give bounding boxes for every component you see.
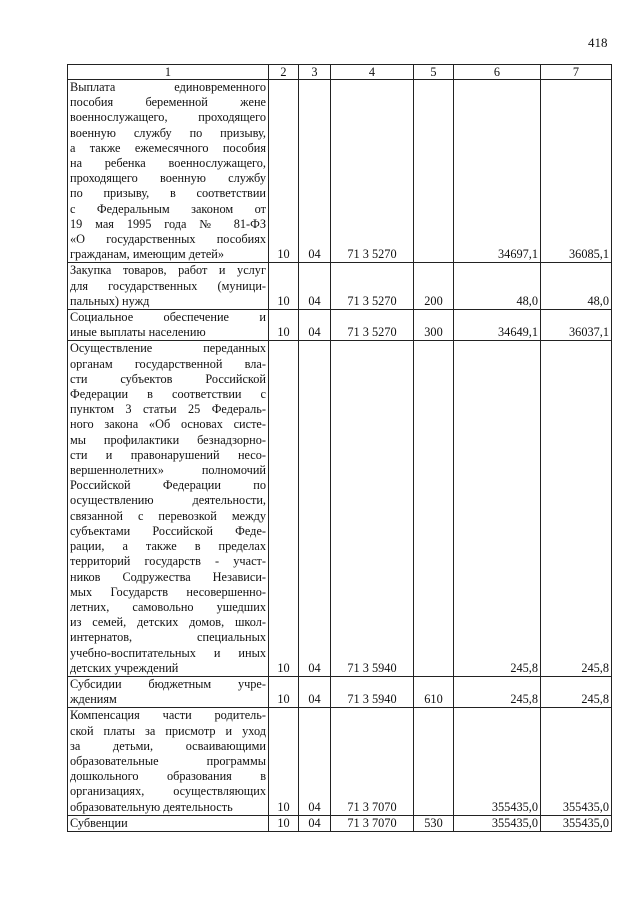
column-header: 2 [269, 65, 299, 80]
expense-type-cell: 300 [414, 310, 454, 341]
column-header: 6 [454, 65, 541, 80]
expense-type-cell [414, 708, 454, 815]
row-name-cell [68, 263, 269, 310]
row-name-line: осуществлению деятельности, [70, 493, 266, 508]
row-name-line: органам государственной вла- [70, 356, 266, 371]
table-row [68, 263, 612, 310]
row-name-line: Закупка товаров, работ и услуг [70, 263, 266, 278]
table-header-row [68, 65, 612, 80]
row-name-line: пособия беременной жене [70, 95, 266, 110]
subsection-code-cell: 04 [299, 80, 331, 263]
expense-type-cell: 530 [414, 815, 454, 831]
amount-year-1-cell: 245,8 [454, 341, 541, 676]
row-name-line: детских учреждений [70, 660, 179, 675]
row-name-line: военнослужащего, проходящего [70, 110, 266, 125]
row-name-line: для государственных (муници- [70, 278, 266, 293]
row-name-cell [68, 310, 269, 341]
table-row [68, 80, 612, 263]
row-name-line: Выплата единовременного [70, 80, 266, 94]
target-article-cell: 71 3 7070 [331, 708, 414, 815]
column-header: 4 [331, 65, 414, 80]
expense-type-cell [414, 341, 454, 676]
target-article-cell: 71 3 5940 [331, 676, 414, 707]
amount-year-1-cell: 355435,0 [454, 708, 541, 815]
section-code-cell: 10 [269, 708, 299, 815]
row-name-line: 19 мая 1995 года № 81-ФЗ [70, 216, 266, 231]
row-name-line: из семей, детских домов, школ- [70, 615, 266, 630]
row-name-line: образовательные программы [70, 753, 266, 768]
row-name-line: сти субъектов Российской [70, 371, 266, 386]
row-name-line: рации, а также в пределах [70, 539, 266, 554]
row-name-line: за детьми, осваивающими [70, 738, 266, 753]
table-row [68, 708, 612, 815]
row-name-cell [68, 341, 269, 676]
subsection-code-cell: 04 [299, 263, 331, 310]
column-header: 5 [414, 65, 454, 80]
expense-type-cell [414, 80, 454, 263]
subsection-code-cell: 04 [299, 310, 331, 341]
row-name-line: организациях, осуществляющих [70, 784, 266, 799]
row-name-line: мы профилактики безнадзорно- [70, 432, 266, 447]
row-name-line: на ребенка военнослужащего, [70, 156, 266, 171]
row-name-line: ждениям [70, 692, 117, 707]
section-code-cell: 10 [269, 310, 299, 341]
row-name-line: Субвенции [70, 815, 128, 830]
row-name-line: сти и правонарушений несо- [70, 447, 266, 462]
row-name-line: Социальное обеспечение и [70, 310, 266, 325]
column-header: 3 [299, 65, 331, 80]
section-code-cell: 10 [269, 80, 299, 263]
amount-year-2-cell: 36085,1 [541, 80, 612, 263]
row-name-line: пальных) нужд [70, 293, 150, 308]
amount-year-1-cell: 34649,1 [454, 310, 541, 341]
amount-year-1-cell: 34697,1 [454, 80, 541, 263]
row-name-line: учебно-воспитательных и иных [70, 645, 266, 660]
row-name-line: а также ежемесячного пособия [70, 140, 266, 155]
subsection-code-cell: 04 [299, 815, 331, 831]
target-article-cell: 71 3 5940 [331, 341, 414, 676]
row-name-line: Компенсация части родитель- [70, 708, 266, 723]
row-name-cell [68, 815, 269, 831]
row-name-cell [68, 708, 269, 815]
row-name-line: субъектами Российской Феде- [70, 523, 266, 538]
row-name-cell [68, 676, 269, 707]
row-name-line: гражданам, имеющим детей» [70, 247, 225, 262]
amount-year-1-cell: 355435,0 [454, 815, 541, 831]
amount-year-2-cell: 245,8 [541, 341, 612, 676]
expense-type-cell: 610 [414, 676, 454, 707]
row-name-line: Российской Федерации по [70, 478, 266, 493]
subsection-code-cell: 04 [299, 708, 331, 815]
amount-year-2-cell: 355435,0 [541, 708, 612, 815]
section-code-cell: 10 [269, 263, 299, 310]
amount-year-2-cell: 48,0 [541, 263, 612, 310]
row-name-line: образовательную деятельность [70, 799, 233, 814]
row-name-line: по призыву, в соответствии [70, 186, 266, 201]
amount-year-1-cell: 48,0 [454, 263, 541, 310]
amount-year-2-cell: 355435,0 [541, 815, 612, 831]
subsection-code-cell: 04 [299, 341, 331, 676]
expense-type-cell: 200 [414, 263, 454, 310]
budget-table [67, 64, 612, 832]
table-row [68, 310, 612, 341]
row-name-line: проходящего военную службу [70, 171, 266, 186]
row-name-line: Осуществление переданных [70, 341, 266, 356]
table-row [68, 815, 612, 831]
table-row [68, 341, 612, 676]
section-code-cell: 10 [269, 815, 299, 831]
table-body [68, 65, 612, 832]
target-article-cell: 71 3 5270 [331, 310, 414, 341]
row-name-line: пунктом 3 статьи 25 Федераль- [70, 402, 266, 417]
table-row [68, 676, 612, 707]
row-name-line: мых Государств несовершенно- [70, 584, 266, 599]
target-article-cell: 71 3 5270 [331, 263, 414, 310]
row-name-line: Федерации в соответствии с [70, 387, 266, 402]
row-name-line: территорий государств - участ- [70, 554, 266, 569]
amount-year-1-cell: 245,8 [454, 676, 541, 707]
row-name-line: ской платы за присмотр и уход [70, 723, 266, 738]
row-name-line: вершеннолетних» полномочий [70, 463, 266, 478]
row-name-cell [68, 80, 269, 263]
target-article-cell: 71 3 5270 [331, 80, 414, 263]
page-number: 418 [588, 35, 608, 50]
row-name-line: дошкольного образования в [70, 769, 266, 784]
column-header: 1 [68, 65, 269, 80]
row-name-line: иные выплаты населению [70, 325, 206, 340]
row-name-line: ников Содружества Независи- [70, 569, 266, 584]
row-name-line: интернатов, специальных [70, 630, 266, 645]
section-code-cell: 10 [269, 676, 299, 707]
target-article-cell: 71 3 7070 [331, 815, 414, 831]
column-header: 7 [541, 65, 612, 80]
section-code-cell: 10 [269, 341, 299, 676]
subsection-code-cell: 04 [299, 676, 331, 707]
row-name-line: ного закона «Об основах систе- [70, 417, 266, 432]
row-name-line: «О государственных пособиях [70, 232, 266, 247]
amount-year-2-cell: 245,8 [541, 676, 612, 707]
row-name-line: военную службу по призыву, [70, 125, 266, 140]
row-name-line: Субсидии бюджетным учре- [70, 676, 266, 691]
row-name-line: с Федеральным законом от [70, 201, 266, 216]
row-name-line: связанной с перевозкой между [70, 508, 266, 523]
amount-year-2-cell: 36037,1 [541, 310, 612, 341]
row-name-line: летних, самовольно ушедших [70, 599, 266, 614]
